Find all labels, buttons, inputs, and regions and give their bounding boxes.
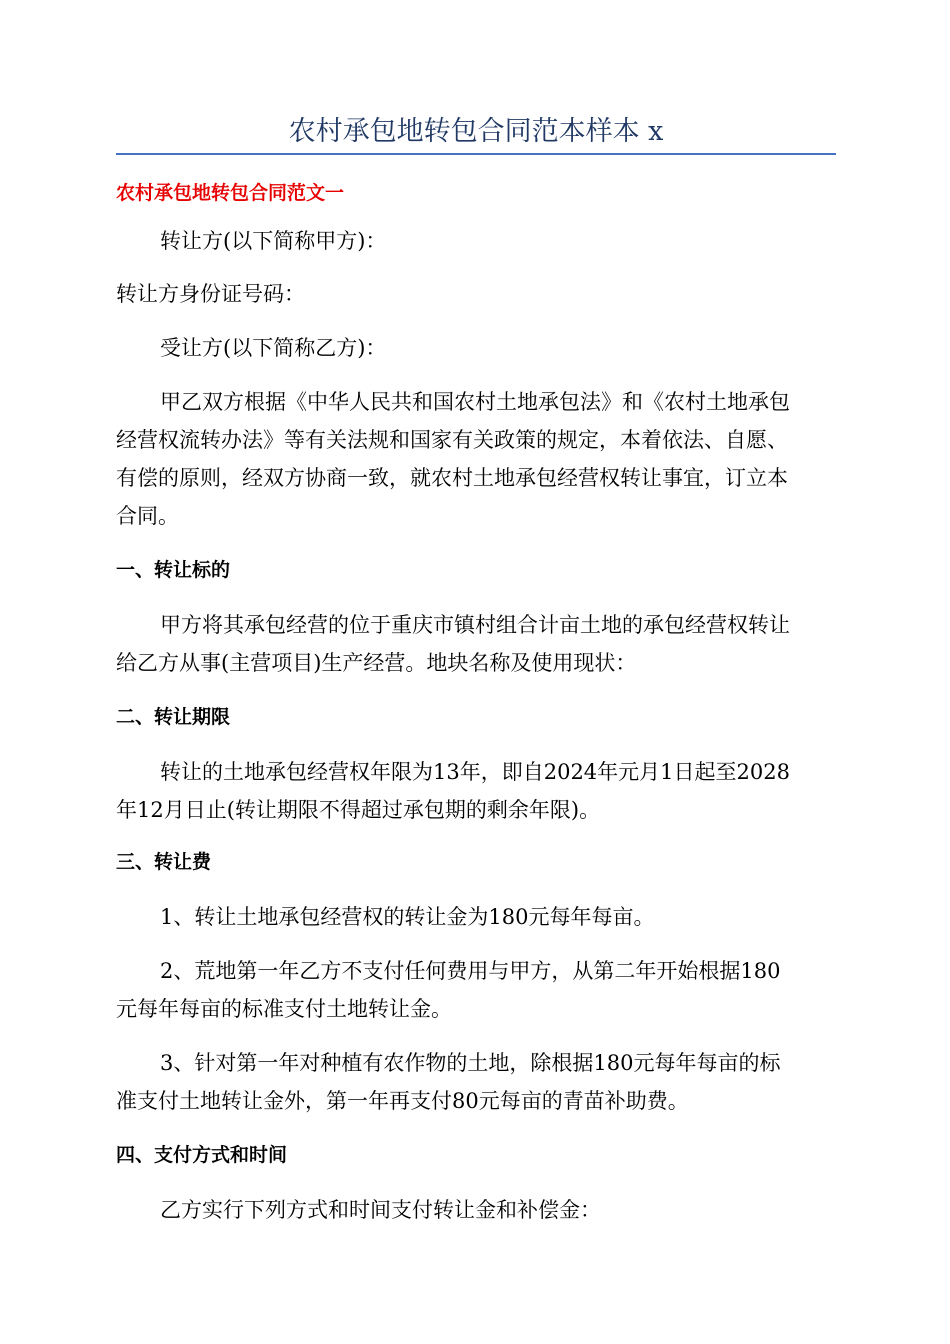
- section-paragraph: [116, 1191, 836, 1229]
- transferor-id-line: [116, 275, 836, 313]
- text-line: 2、荒地第一年乙方不支付任何费用与甲方，从第二年开始根据180: [160, 959, 781, 983]
- section-heading: 三、转让费: [116, 851, 212, 873]
- section-heading: 二、转让期限: [116, 706, 231, 728]
- section-heading: 四、支付方式和时间: [116, 1144, 288, 1166]
- text-line: 转让方(以下简称甲方)：: [160, 229, 387, 253]
- preamble-paragraph: [116, 383, 836, 535]
- text-line: 给乙方从事(主营项目)生产经营。地块名称及使用现状：: [116, 651, 637, 675]
- title-underline: [116, 153, 836, 155]
- text-line: 合同。: [116, 504, 179, 528]
- text-line: 3、针对第一年对种植有农作物的土地，除根据180元每年每亩的标: [160, 1051, 781, 1075]
- section-heading: 一、转让标的: [116, 559, 231, 581]
- text-line: 转让方身份证号码：: [116, 282, 305, 306]
- subtitle: 农村承包地转包合同范文一: [116, 182, 345, 204]
- section-paragraph: [116, 753, 836, 829]
- transferor-line: [116, 222, 836, 260]
- text-line: 元每年每亩的标准支付土地转让金。: [116, 997, 452, 1021]
- text-line: 转让的土地承包经营权年限为13年，即自2024年元月1日起至2028: [160, 760, 790, 784]
- text-line: 甲乙双方根据《中华人民共和国农村土地承包法》和《农村土地承包: [160, 390, 790, 414]
- text-line: 甲方将其承包经营的位于重庆市镇村组合计亩土地的承包经营权转让: [160, 613, 790, 637]
- section-paragraph: [116, 952, 836, 1028]
- transferee-line: [116, 329, 836, 367]
- text-line: 经营权流转办法》等有关法规和国家有关政策的规定，本着依法、自愿、: [116, 428, 788, 452]
- section-paragraph: [116, 898, 836, 936]
- text-line: 乙方实行下列方式和时间支付转让金和补偿金：: [160, 1198, 601, 1222]
- text-line: 受让方(以下简称乙方)：: [160, 336, 387, 360]
- text-line: 准支付土地转让金外，第一年再支付80元每亩的青苗补助费。: [116, 1089, 689, 1113]
- section-paragraph: [116, 606, 836, 682]
- document-title: 农村承包地转包合同范本样本 x: [288, 116, 664, 147]
- text-line: 1、转让土地承包经营权的转让金为180元每年每亩。: [160, 905, 655, 929]
- text-line: 年12月日止(转让期限不得超过承包期的剩余年限)。: [116, 798, 601, 822]
- section-paragraph: [116, 1044, 836, 1120]
- text-line: 有偿的原则，经双方协商一致，就农村土地承包经营权转让事宜，订立本: [116, 466, 788, 490]
